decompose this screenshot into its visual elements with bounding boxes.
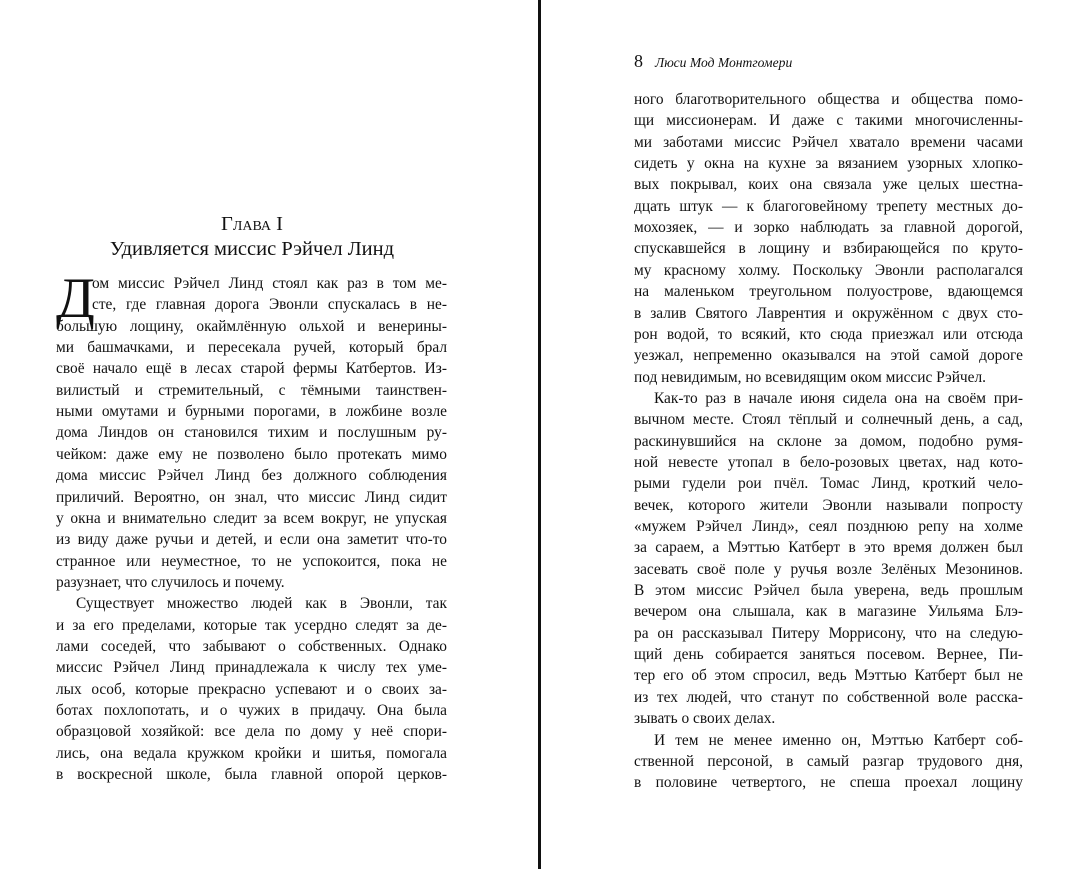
text-line: вечером она слышала, как в магазине Уильяма Блэ-: [634, 603, 1023, 621]
text-line: ботах похлопотать, и о чужих в придачу. Она была: [56, 702, 447, 719]
text-line: «мужем Рэйчел Линд», сеял позднюю репу на холме: [634, 518, 1023, 535]
text-line: мохозяек, — и зорко наблюдать за главной дорогой,: [634, 219, 1023, 237]
text-line: ом миссис Рэйчел Линд стоял как раз в том ме-: [92, 275, 447, 292]
text-line: уезжал, непременно оказывался на этой самой дороге: [634, 347, 1023, 365]
text-line: за сараем, а Мэттью Катберт в это время должен был: [634, 539, 1023, 557]
text-line: у окна и внимательно следит за всем вокруг, не упуская: [56, 509, 447, 527]
text-line: Существует множество людей как в Эвонли, так: [76, 595, 447, 613]
text-line: сте, где главная дорога Эвонли спускалась в не-: [92, 296, 447, 314]
chapter-number: Глава I: [221, 213, 283, 235]
text-line: в половине четвертого, не спеша проехал лощину: [634, 774, 1023, 792]
text-line: разузнает, что случилось и почему.: [56, 573, 285, 591]
text-line: ного благотворительного общества и общества помо-: [634, 91, 1023, 108]
text-line: лых особ, которые прекрасно успевают и о своих за-: [56, 680, 447, 698]
text-line: большую лощину, окаймлённую ольхой и венерины-: [56, 317, 447, 335]
text-line: ственной персоной, в самый разгар трудового дня,: [634, 752, 1023, 770]
text-line: раскинувшийся на склоне за домом, подобно румя-: [634, 432, 1023, 450]
text-line: в воскресной школе, была главной опорой церков-: [56, 766, 447, 784]
text-line: дцать штук — к благоговейному трепету местных до-: [634, 197, 1023, 215]
text-line: тер его об этом спросил, ведь Мэттью Катберт был не: [634, 667, 1023, 685]
text-line: странное или неуместное, то не успокоится, пока не: [56, 552, 447, 570]
text-line: сидеть у окна на кухне за вязанием узорных хлопко-: [634, 155, 1023, 173]
text-line: приличий. Вероятно, он знал, что миссис Линд сидит: [56, 488, 447, 506]
text-line: вычном месте. Стоял тёплый и солнечный день, а сад,: [634, 411, 1023, 429]
text-line: рыми гудели рои пчёл. Томас Линд, кроткий чело-: [634, 475, 1023, 493]
right-page: [541, 0, 1079, 869]
chapter-title: Удивляется миссис Рэйчел Линд: [109, 238, 395, 260]
text-line: вых покрывал, коих она связала уже целых шестна-: [634, 176, 1023, 194]
text-line: И тем не менее именно он, Мэттью Катберт соб-: [654, 731, 1023, 749]
text-line: дома миссис Рэйчел Линд без должного соблюдения: [56, 467, 447, 485]
text-line: ной невесте утопал в бело-розовых цветах, над кото-: [634, 453, 1023, 471]
text-line: ра он рассказывал Питеру Моррисону, что на следую-: [634, 624, 1023, 642]
text-line: зывать о своих делах.: [634, 710, 776, 728]
text-line: из виду даже ручьи и детей, и если она заметит что-то: [56, 531, 447, 549]
text-line: чейком: даже ему не позволено было протекать мимо: [56, 445, 447, 463]
text-line: из тех людей, что станут по собственной воле расска-: [634, 688, 1023, 706]
text-line: в залив Святого Лаврентия и окружённом с двух сто-: [634, 304, 1023, 322]
left-page: [0, 0, 538, 869]
text-line: Как-то раз в начале июня сидела она на своём при-: [654, 389, 1023, 407]
text-line: лами соседей, что забывают о собственных. Однако: [56, 637, 447, 655]
text-line: своё начало ещё в лесах старой фермы Катбертов. Из-: [56, 360, 447, 378]
text-line: засевать своё поле у ручья возле Зелёных Мезонинов.: [634, 560, 1023, 578]
text-line: и за его пределами, которые так усердно следят за де-: [56, 616, 447, 634]
text-line: му красному холму. Поскольку Эвонли располагался: [634, 261, 1023, 279]
text-line: вечек, которого жители Эвонли называли попросту: [634, 496, 1023, 514]
running-title: Люси Мод Монтгомери: [655, 55, 793, 70]
text-line: щий день собирается заняться посевом. Вернее, Пи-: [634, 646, 1023, 664]
text-line: спускавшейся в лощину и взбирающейся по круто-: [634, 240, 1023, 258]
text-line: дома Линдов он становился тихим и послушным ру-: [56, 424, 447, 442]
text-line: вилистый и стремительный, с тёмными таинствен-: [56, 381, 447, 399]
text-line: рон водой, то всякий, кто сюда приезжал или отсюда: [634, 325, 1023, 343]
text-line: на маленьком треугольном полуострове, вдающемся: [634, 283, 1023, 301]
text-line: ными омутами и бурными порогами, в ложбине возле: [56, 403, 447, 421]
text-line: ми башмачками, и пересекала ручей, который брал: [56, 339, 447, 357]
text-line: под невидимым, но всевидящим оком миссис Рэйчел.: [634, 368, 987, 386]
text-line: образцовой хозяйкой: все дела по дому у неё спори-: [56, 723, 447, 741]
text-line: лись, она ведала кружком кройки и шитья, помогала: [56, 744, 447, 762]
text-line: ми заботами миссис Рэйчел хватало времени часами: [634, 133, 1023, 151]
text-line: щи миссионерам. И даже с такими многочисленны-: [634, 112, 1023, 130]
text-line: миссис Рэйчел Линд принадлежала к числу тех уме-: [56, 659, 447, 677]
running-head: [634, 51, 792, 72]
drop-cap: Д: [56, 267, 95, 330]
page-number: 8: [634, 51, 643, 71]
text-line: В этом миссис Рэйчел была уверена, ведь прошлым: [634, 582, 1023, 600]
